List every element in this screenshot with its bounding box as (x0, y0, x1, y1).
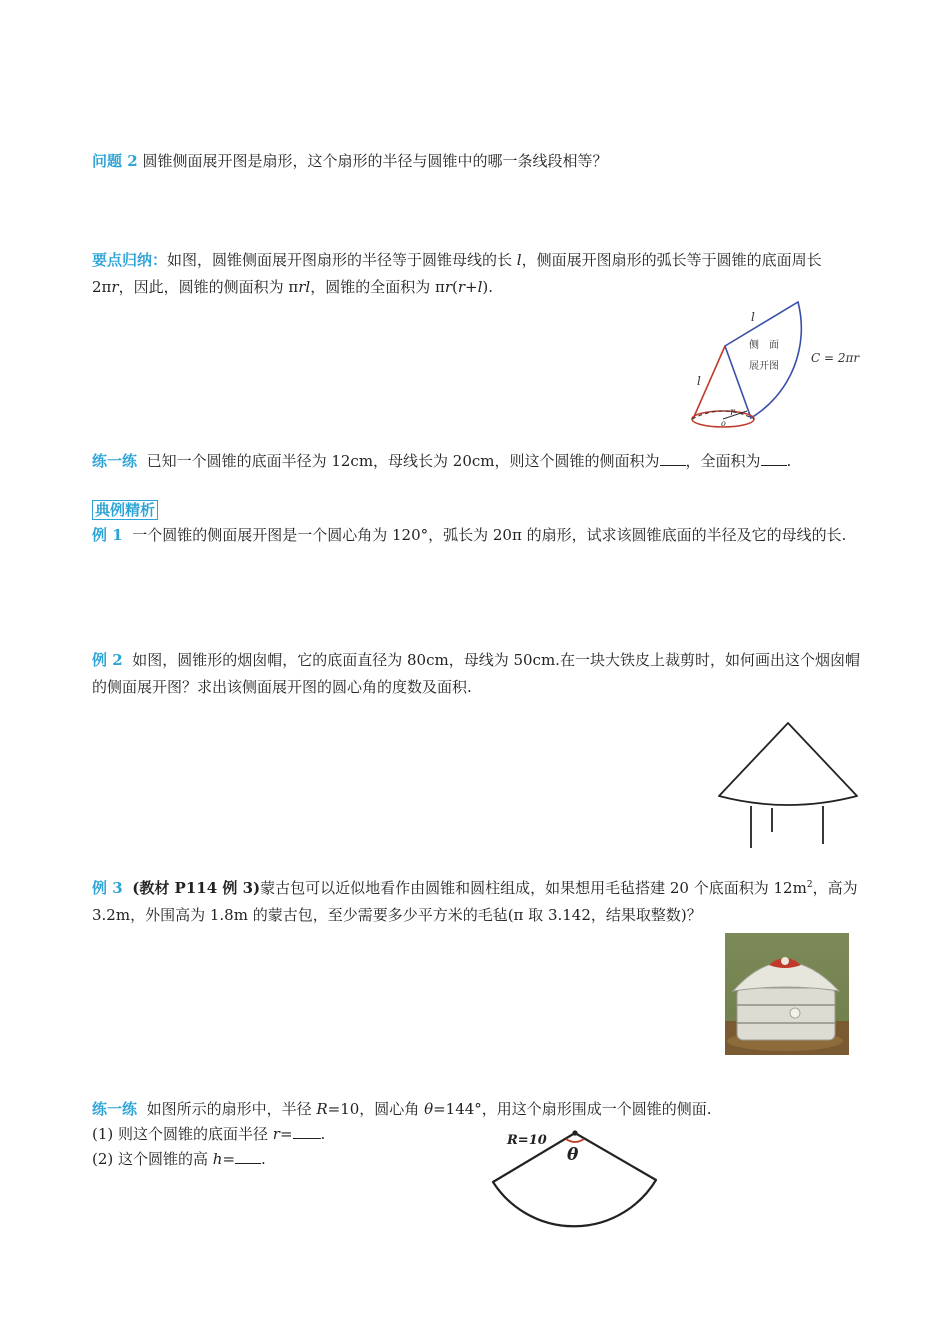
practice-1-label: 练一练 (92, 452, 138, 470)
part-2-text: = (222, 1150, 236, 1168)
label-l-left: l (697, 374, 701, 388)
angle-arc (566, 1139, 584, 1142)
sector-center-point (572, 1130, 577, 1135)
var-h: h (212, 1150, 223, 1168)
cone-development-figure (685, 295, 865, 435)
part-1-text: (1) 则这个圆锥的底面半径 (92, 1125, 273, 1143)
example-3-text: ，高为 3.2m，外围高为 1.8m 的蒙古包，至少需要多少平方米的毛毡(π 取 3.142，结果取整数)？ (92, 879, 858, 924)
example-3 (92, 872, 862, 929)
practice-2-label: 练一练 (92, 1100, 138, 1118)
key-point-text: ( (452, 278, 458, 296)
chimney-cap-cone (719, 723, 857, 805)
example-1-label: 例 1 (92, 526, 123, 544)
example-3-text: 蒙古包可以近似地看作由圆锥和圆柱组成，如果想用毛毡搭建 20 个底面积为 12m (260, 879, 807, 897)
var-r: r (444, 278, 452, 296)
example-3-label: 例 3 (92, 879, 123, 897)
example-3-source: (教材 P114 例 3) (132, 879, 261, 897)
key-point-text: ，圆锥的全面积为 π (310, 278, 445, 296)
answer-blank-total-area[interactable] (761, 450, 787, 466)
var-r: r (111, 278, 119, 296)
example-2 (92, 647, 862, 701)
answer-blank-lateral-area[interactable] (660, 450, 686, 466)
key-point-text: 如图，圆锥侧面展开图扇形的半径等于圆锥母线的长 (167, 251, 517, 269)
practice-2-text: 如图所示的扇形中，半径 (146, 1100, 317, 1118)
part-2-text: (2) 这个圆锥的高 (92, 1150, 213, 1168)
label-l-top: l (751, 310, 755, 324)
label-theta: θ (567, 1145, 579, 1165)
var-r: r (457, 278, 466, 296)
yurt-ornament-center (781, 957, 789, 965)
question-2-label: 问题 2 (92, 152, 138, 170)
chimney-cap-figure (715, 720, 863, 850)
question-2-text: 圆锥侧面展开图是扇形，这个扇形的半径与圆锥中的哪一条线段相等？ (142, 152, 608, 170)
practice-1 (92, 448, 862, 475)
yurt-wall (737, 988, 835, 1040)
part-1-text: . (320, 1125, 326, 1143)
var-l: l (477, 278, 483, 296)
sector-figure (485, 1125, 660, 1220)
label-r: r (730, 407, 735, 418)
part-2-text: . (261, 1150, 266, 1168)
key-point-summary (92, 247, 862, 301)
yurt-door-knob (790, 1008, 800, 1018)
label-o: o (721, 419, 726, 428)
practice-2-part-1 (92, 1121, 862, 1148)
yurt-photo (725, 933, 849, 1055)
section-title: 典例精析 (92, 500, 158, 520)
var-l: l (516, 251, 522, 269)
label-radius: R=10 (507, 1133, 547, 1148)
key-point-label: 要点归纳： (92, 251, 168, 269)
practice-1-text: ，全面积为 (685, 452, 761, 470)
question-2 (92, 148, 862, 175)
var-theta: θ (424, 1100, 434, 1118)
label-circumference: C = 2πr (811, 351, 860, 365)
example-2-text: 如图，圆锥形的烟囱帽，它的底面直径为 80cm，母线为 50cm.在一块大铁皮上裁剪时，如何画出这个烟囱帽的侧面展开图？求出该侧面展开图的圆心角的度数及面积. (92, 651, 860, 696)
example-1 (92, 522, 862, 549)
superscript: 2 (806, 880, 813, 890)
var-R: R (316, 1100, 328, 1118)
practice-2-text: =10，圆心角 (327, 1100, 425, 1118)
key-point-text: ，侧面展开图扇形的弧长等于圆锥的底面周长 2π (92, 251, 822, 296)
key-point-text: ). (482, 278, 494, 296)
label-development: 展开图 (749, 361, 779, 372)
practice-2 (92, 1096, 862, 1123)
var-r: r (272, 1125, 280, 1143)
practice-1-text: . (786, 452, 792, 470)
key-point-text: ，因此，圆锥的侧面积为 π (118, 278, 299, 296)
example-1-text: 一个圆锥的侧面展开图是一个圆心角为 120°，弧长为 20π 的扇形，试求该圆锥底面的半径及它的母线的长. (132, 526, 847, 544)
var-rl: rl (298, 278, 311, 296)
label-side: 侧 面 (749, 340, 779, 351)
practice-2-text: =144°，用这个扇形围成一个圆锥的侧面. (433, 1100, 712, 1118)
answer-blank-radius[interactable] (293, 1123, 321, 1139)
key-point-text: + (465, 278, 478, 296)
part-1-text: = (279, 1125, 293, 1143)
example-2-label: 例 2 (92, 651, 123, 669)
section-heading (92, 497, 862, 524)
answer-blank-height[interactable] (235, 1148, 261, 1164)
sector-outline (725, 302, 801, 418)
practice-2-part-2 (92, 1146, 862, 1173)
practice-1-text: 已知一个圆锥的底面半径为 12cm，母线长为 20cm，则这个圆锥的侧面积为 (146, 452, 660, 470)
